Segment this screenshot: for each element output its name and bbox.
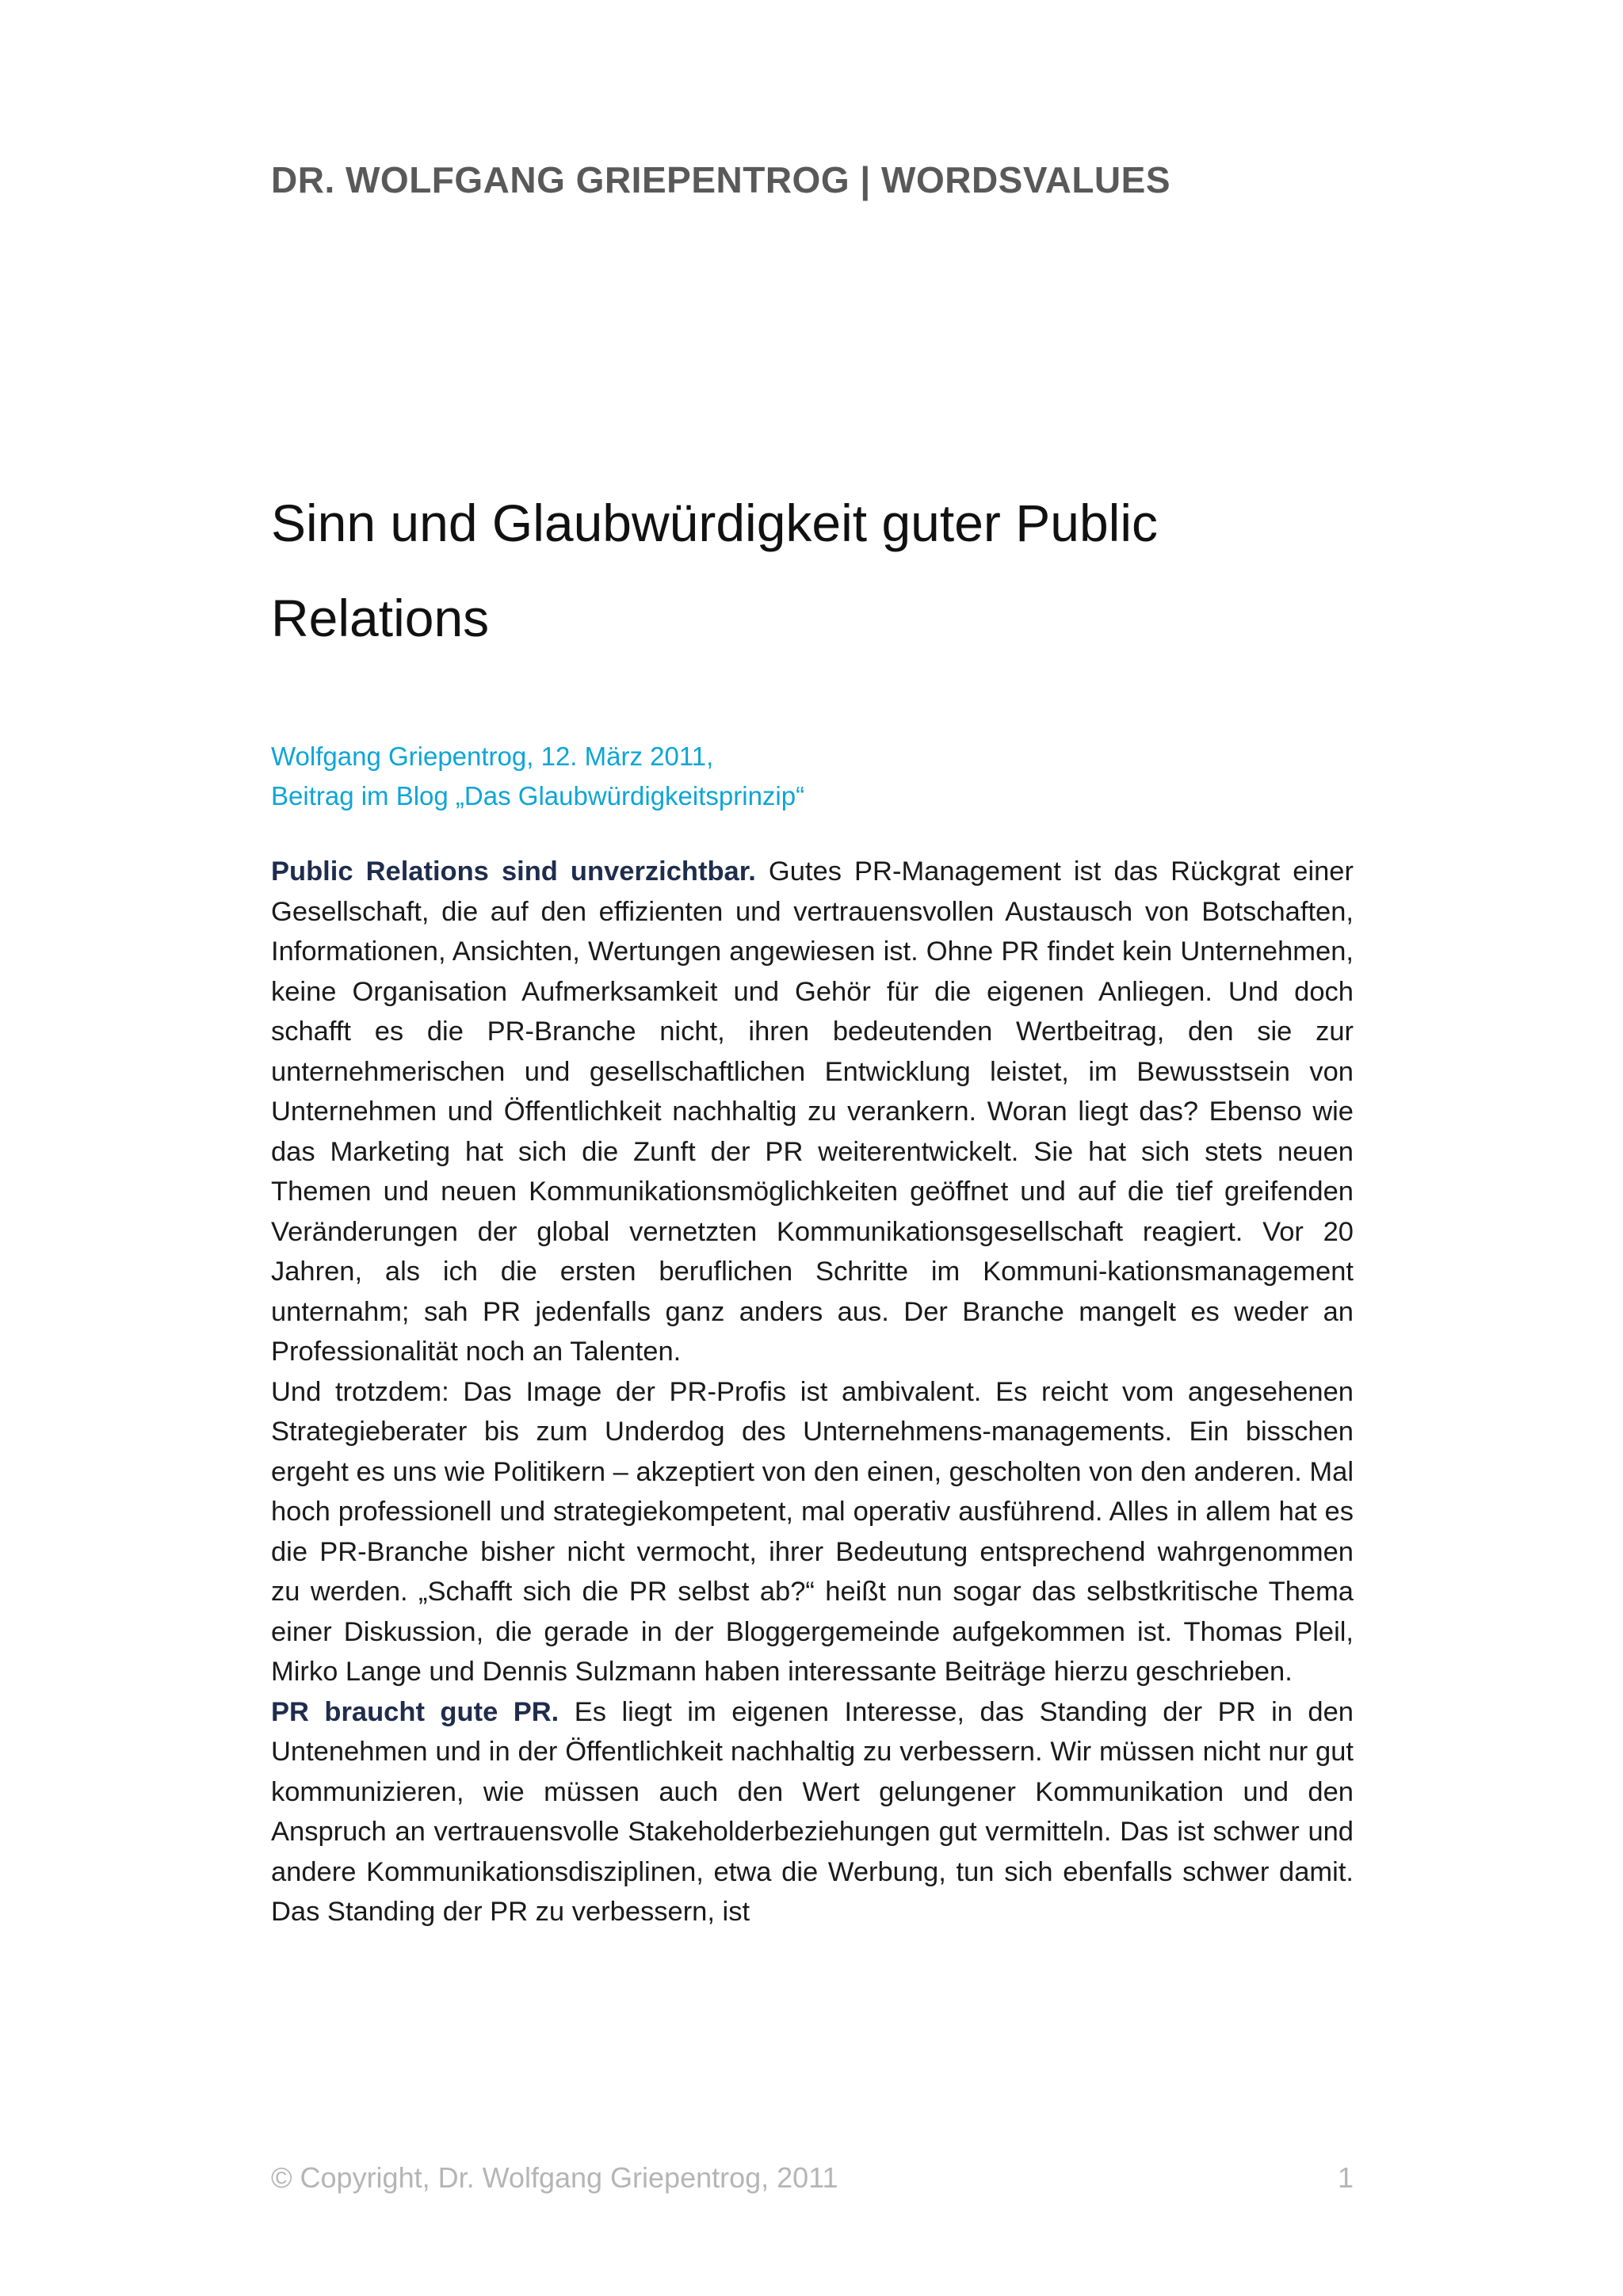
paragraph-1-lead: Public Relations sind unverzichtbar. (271, 856, 756, 887)
copyright-notice: © Copyright, Dr. Wolfgang Griepentrog, 2011 (271, 2161, 838, 2194)
article-title (271, 475, 1381, 666)
article-title-line-2: Relations (271, 589, 490, 647)
paragraph-3 (271, 1692, 1354, 1932)
blog-source: Beitrag im Blog „Das Glaubwürdigkeitsprinzip“ (271, 781, 805, 810)
author-date: Wolfgang Griepentrog, 12. März 2011, (271, 742, 714, 771)
paragraph-1 (271, 852, 1354, 1372)
page-number: 1 (1337, 2161, 1354, 2194)
document-header: DR. WOLFGANG GRIEPENTROG | WORDSVALUES (271, 159, 1171, 200)
article-body (271, 852, 1354, 1932)
article-title-line-1: Sinn und Glaubwürdigkeit guter Public (271, 494, 1159, 552)
paragraph-3-lead: PR braucht gute PR. (271, 1696, 559, 1727)
page-footer (271, 2161, 1354, 2195)
paragraph-3-text: Es liegt im eigenen Interesse, das Standing der PR in den Untenehmen und in der Öffentlichkeit nachhaltig zu verbessern. Wir müssen nicht nur gut kommunizieren, wie müssen auch den Wert gelungener Kommunikation und den Anspruch an vertrauensvolle Stakeholderbeziehungen gut vermitteln. Das ist schwer und andere Kommunikationsdisziplinen, etwa die Werbung, tun sich ebenfalls schwer damit. Das Standing der PR zu verbessern, ist (271, 1696, 1354, 1927)
paragraph-1-text: Gutes PR-Management ist das Rückgrat einer Gesellschaft, die auf den effizienten und vertrauensvollen Austausch von Botschaften, Informationen, Ansichten, Wertungen angewiesen ist. Ohne PR findet kein Unternehmen, keine Organisation Aufmerksamkeit und Gehör für die eigenen Anliegen. Und doch schafft es die PR-Branche nicht, ihren bedeutenden Wertbeitrag, den sie zur unternehmerischen und gesellschaftlichen Entwicklung leistet, im Bewusstsein von Unternehmen und Öffentlichkeit nachhaltig zu verankern. Woran liegt das? Ebenso wie das Marketing hat sich die Zunft der PR weiterentwickelt. Sie hat sich stets neuen Themen und neuen Kommunikationsmöglichkeiten geöffnet und auf die tief greifenden Veränderungen der global vernetzten Kommunikationsgesellschaft reagiert. Vor 20 Jahren, als ich die ersten beruflichen Schritte im Kommuni-kationsmanagement unternahm; sah PR jedenfalls ganz anders aus. Der Branche mangelt es weder an Professionalität noch an Talenten. (271, 856, 1354, 1367)
paragraph-2-text: Und trotzdem: Das Image der PR-Profis ist ambivalent. Es reicht vom angesehenen Strategieberater bis zum Underdog des Unternehmens-managements. Ein bisschen ergeht es uns wie Politikern – akzeptiert von den einen, gescholten von den anderen. Mal hoch professionell und strategiekompetent, mal operativ ausführend. Alles in allem hat es die PR-Branche bisher nicht vermocht, ihrer Bedeutung entsprechend wahrgenommen zu werden. „Schafft sich die PR selbst ab?“ heißt nun sogar das selbstkritische Thema einer Diskussion, die gerade in der Bloggergemeinde aufgekommen ist. Thomas Pleil, Mirko Lange und Dennis Sulzmann haben interessante Beiträge hierzu geschrieben. (271, 1376, 1354, 1687)
paragraph-2 (271, 1372, 1354, 1692)
article-meta (271, 737, 804, 816)
